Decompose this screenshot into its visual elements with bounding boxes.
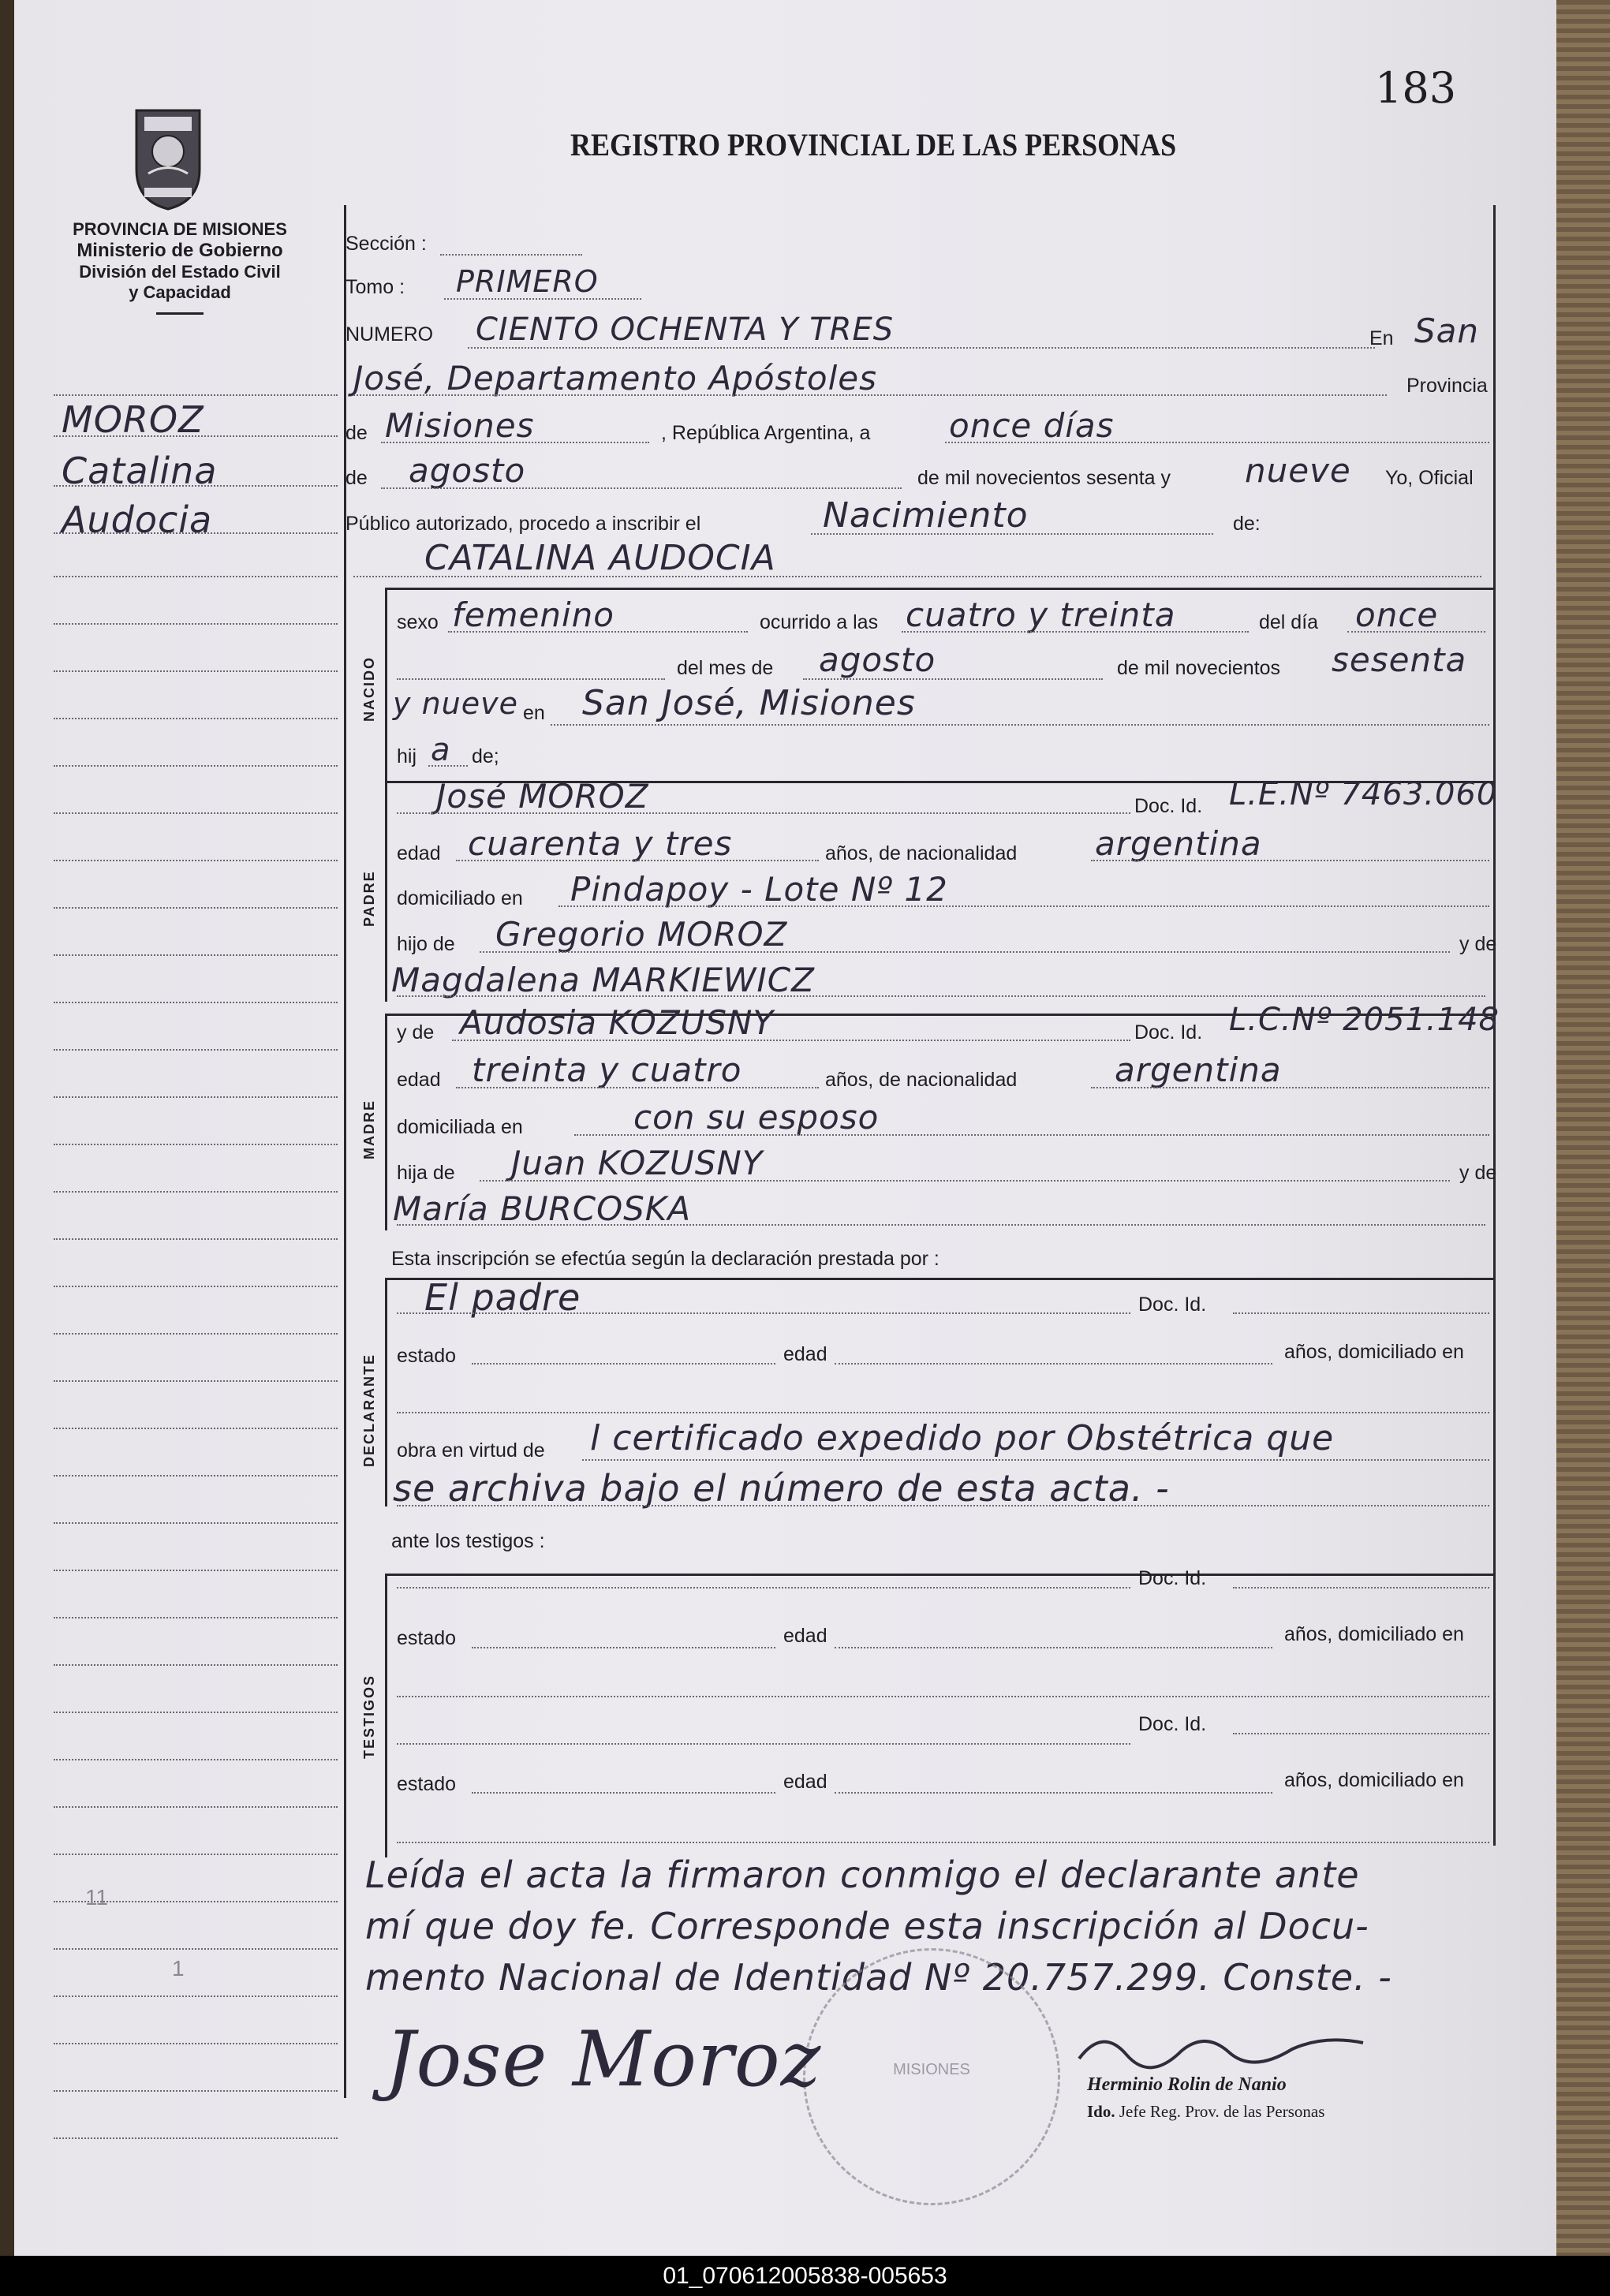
padre-value: José MOROZ — [436, 777, 649, 816]
declaracion-label: Esta inscripción se efectúa según la declaración prestada por : — [391, 1248, 939, 1270]
declarante-edad-label: edad — [783, 1343, 827, 1365]
padre-dom-value: Pindapoy - Lote Nº 12 — [570, 870, 948, 909]
margin-mark: 11 — [85, 1885, 109, 1910]
tomo-value: PRIMERO — [456, 264, 599, 299]
header-divider — [156, 312, 204, 315]
padre-doc-value: L.E.Nº 7463.060 — [1229, 776, 1498, 812]
testigo1-doc-label: Doc. Id. — [1138, 1567, 1207, 1589]
seccion-label: Sección : — [346, 233, 427, 255]
side-nacido: NACIDO — [361, 656, 377, 722]
side-madre: MADRE — [361, 1099, 377, 1159]
madre-value: Audosia KOZUSNY — [460, 1003, 775, 1042]
coat-of-arms-icon — [125, 103, 211, 213]
page-number: 183 — [1375, 63, 1457, 113]
testigo2-estado-label: estado — [397, 1773, 457, 1795]
firma-declarante: Jose Moroz — [385, 2015, 822, 2104]
provincia-value: Misiones — [385, 406, 535, 445]
padre-edad-value: cuarenta y tres — [468, 824, 733, 863]
de2-label: de — [346, 467, 368, 489]
tomo-label: Tomo : — [346, 276, 405, 298]
acto-value: Nacimiento — [823, 495, 1029, 536]
madre-dom-value: con su esposo — [633, 1098, 880, 1137]
sexo-label: sexo — [397, 611, 439, 633]
madre-doc-value: L.C.Nº 2051.148 — [1229, 1002, 1500, 1038]
madre-anos-label: años, de nacionalidad — [825, 1069, 1018, 1091]
oficial-name: Herminio Rolin de Nanio — [1087, 2074, 1287, 2095]
cierre-line-1: Leída el acta la firmaron conmigo el declarante ante — [365, 1854, 1360, 1896]
madre-dom-label: domiciliada en — [397, 1116, 523, 1138]
publico-label: Público autorizado, procedo a inscribir el — [346, 513, 701, 535]
yo-oficial-label: Yo, Oficial — [1385, 467, 1474, 489]
cierre-line-2: mí que doy fe. Corresponde esta inscripción al Docu- — [365, 1905, 1369, 1947]
de-semi-label: de; — [472, 745, 499, 767]
anio-nac2-value: y nueve — [393, 686, 518, 721]
de-label: de — [346, 422, 368, 444]
obra-value-1: l certificado expedido por Obstétrica que — [590, 1418, 1335, 1458]
numero-label: NUMERO — [346, 323, 434, 345]
hijo-de-label: hijo de — [397, 933, 455, 955]
republica-label: , República Argentina, a — [661, 422, 871, 444]
en-value: San — [1414, 312, 1480, 350]
testigo2-edad-label: edad — [783, 1771, 827, 1793]
testigo1-edad-label: edad — [783, 1625, 827, 1647]
mes-value: agosto — [409, 451, 526, 490]
y-de2-label: y de — [397, 1021, 435, 1043]
cierre-line-3: mento Nacional de Identidad Nº 20.757.299. Conste. - — [365, 1956, 1392, 1999]
margin-name-2: Audocia — [62, 498, 213, 541]
nombre-value: CATALINA AUDOCIA — [424, 538, 776, 578]
dias-value: once días — [949, 406, 1115, 445]
margin-mark-2: 1 — [172, 1956, 185, 1981]
en2-label: en — [523, 702, 545, 724]
hija-de-label: hija de — [397, 1162, 455, 1184]
side-testigos: TESTIGOS — [361, 1674, 377, 1759]
sexo-value: femenino — [452, 595, 614, 634]
padre-dom-label: domiciliado en — [397, 887, 523, 909]
abuela-p-value: Magdalena MARKIEWICZ — [391, 961, 815, 999]
abuelo-m-value: Juan KOZUSNY — [511, 1144, 764, 1182]
margin-surname: MOROZ — [62, 398, 204, 441]
declarante-value: El padre — [424, 1276, 581, 1319]
padre-anos-label: años, de nacionalidad — [825, 842, 1018, 864]
side-padre: PADRE — [361, 870, 377, 927]
official-seal-icon: MISIONES — [803, 1948, 1060, 2205]
anio-value: nueve — [1245, 451, 1351, 490]
anio-nac-value: sesenta — [1332, 640, 1467, 679]
en-label: En — [1369, 327, 1394, 349]
oficial-prefix: Ido. — [1087, 2102, 1115, 2121]
lugar-value: José, Departamento Apóstoles — [353, 359, 877, 398]
testigo2-anos-label: años, domiciliado en — [1284, 1769, 1464, 1791]
madre-edad-label: edad — [397, 1069, 441, 1091]
book-spine — [1556, 0, 1610, 2256]
register-page — [14, 0, 1556, 2256]
declarante-estado-label: estado — [397, 1345, 457, 1367]
provincia-label: Provincia — [1406, 375, 1488, 397]
header-province: PROVINCIA DE MISIONES — [73, 219, 287, 239]
ocurrido-label: ocurrido a las — [760, 611, 879, 633]
testigo1-anos-label: años, domiciliado en — [1284, 1623, 1464, 1645]
hij-label: hij — [397, 745, 417, 767]
hij-value: a — [431, 732, 451, 768]
page-title: REGISTRO PROVINCIAL DE LAS PERSONAS — [570, 127, 1177, 162]
margin-name-1: Catalina — [62, 450, 218, 492]
image-caption: 01_070612005838-005653 — [0, 2256, 1610, 2296]
declarante-doc-label: Doc. Id. — [1138, 1294, 1207, 1316]
abuelo-p-value: Gregorio MOROZ — [495, 915, 788, 954]
obra-label: obra en virtud de — [397, 1439, 545, 1462]
declarante-anos-label: años, domiciliado en — [1284, 1341, 1464, 1363]
header-capacity: y Capacidad — [129, 282, 231, 302]
padre-nac-value: argentina — [1095, 824, 1262, 863]
de3-label: de: — [1233, 513, 1261, 535]
side-declarante: DECLARANTE — [361, 1353, 377, 1467]
del-dia-label: del día — [1259, 611, 1319, 633]
mil2-label: de mil novecientos — [1117, 657, 1281, 679]
hora-value: cuatro y treinta — [906, 595, 1176, 634]
y-de-label: y de — [1459, 933, 1497, 955]
madre-edad-value: treinta y cuatro — [472, 1051, 742, 1089]
madre-nac-value: argentina — [1115, 1051, 1282, 1089]
lugar-nac-value: San José, Misiones — [582, 683, 916, 723]
testigo1-estado-label: estado — [397, 1627, 457, 1649]
oficial-title: Jefe Reg. Prov. de las Personas — [1119, 2102, 1325, 2121]
header-division: División del Estado Civil — [79, 262, 281, 282]
testigo2-doc-label: Doc. Id. — [1138, 1713, 1207, 1735]
signature-oficial-icon — [1071, 2019, 1379, 2074]
testigos-label: ante los testigos : — [391, 1530, 545, 1552]
header-ministry: Ministerio de Gobierno — [77, 240, 283, 261]
abuela-m-value: María BURCOSKA — [393, 1189, 692, 1228]
padre-doc-label: Doc. Id. — [1134, 795, 1203, 817]
mil-label: de mil novecientos sesenta y — [917, 467, 1171, 489]
dia-value: once — [1355, 595, 1439, 634]
del-mes-label: del mes de — [677, 657, 774, 679]
padre-edad-label: edad — [397, 842, 441, 864]
mes-nac-value: agosto — [819, 640, 936, 679]
numero-value: CIENTO OCHENTA Y TRES — [476, 312, 895, 348]
y-de3-label: y de — [1459, 1162, 1497, 1184]
obra-value-2: se archiva bajo el número de esta acta. - — [393, 1467, 1170, 1510]
madre-doc-label: Doc. Id. — [1134, 1021, 1203, 1043]
